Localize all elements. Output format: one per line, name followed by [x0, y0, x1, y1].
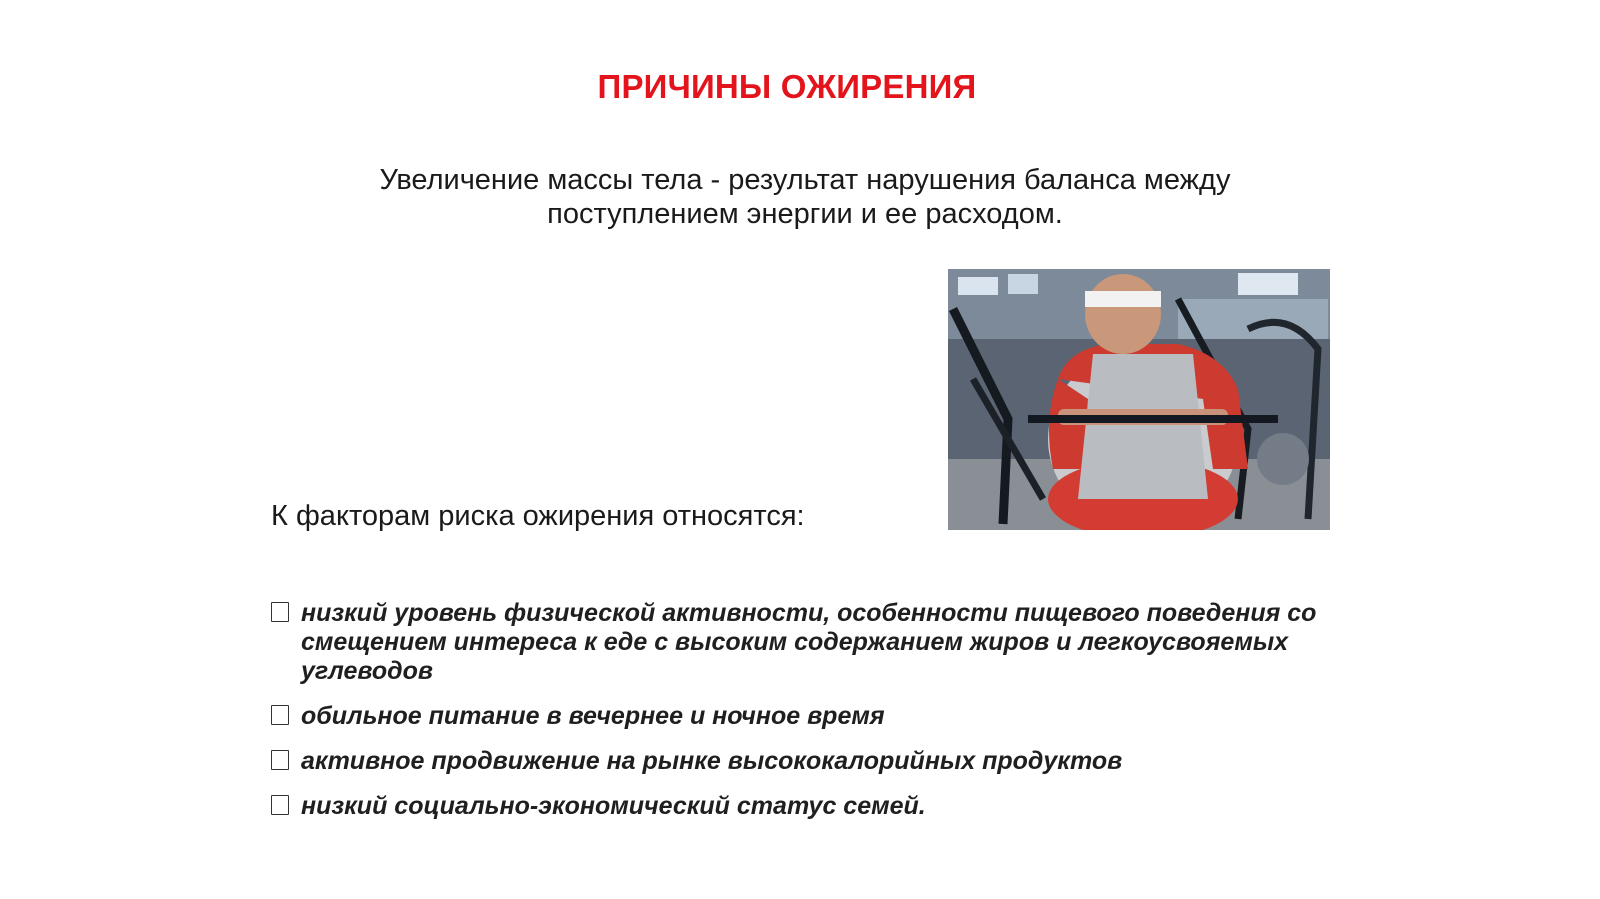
square-bullet-icon: [271, 705, 289, 725]
list-item: [271, 792, 1331, 821]
list-item-text: активное продвижение на рынке высококалорийных продуктов: [301, 747, 1123, 775]
risk-factors-list: [271, 599, 1331, 837]
square-bullet-icon: [271, 602, 289, 622]
gym-photo-illustration: [948, 269, 1330, 530]
list-item-text: низкий уровень физической активности, особенности пищевого поведения со смещением интереса к еде с высоким содержанием жиров и легкоусвояемых углеводов: [301, 599, 1317, 685]
list-item-text: обильное питание в вечернее и ночное время: [301, 702, 885, 730]
slide-title: ПРИЧИНЫ ОЖИРЕНИЯ: [597, 68, 977, 105]
intro-paragraph: Увеличение массы тела - результат нарушения баланса между поступлением энергии и ее расходом.: [379, 164, 1231, 230]
list-item: [271, 599, 1331, 686]
square-bullet-icon: [271, 795, 289, 815]
risk-factors-lead: К факторам риска ожирения относятся:: [271, 500, 805, 532]
list-item: [271, 747, 1331, 776]
gym-photo: [948, 269, 1330, 530]
list-item: [271, 702, 1331, 731]
square-bullet-icon: [271, 750, 289, 770]
list-item-text: низкий социально-экономический статус семей.: [301, 792, 926, 820]
